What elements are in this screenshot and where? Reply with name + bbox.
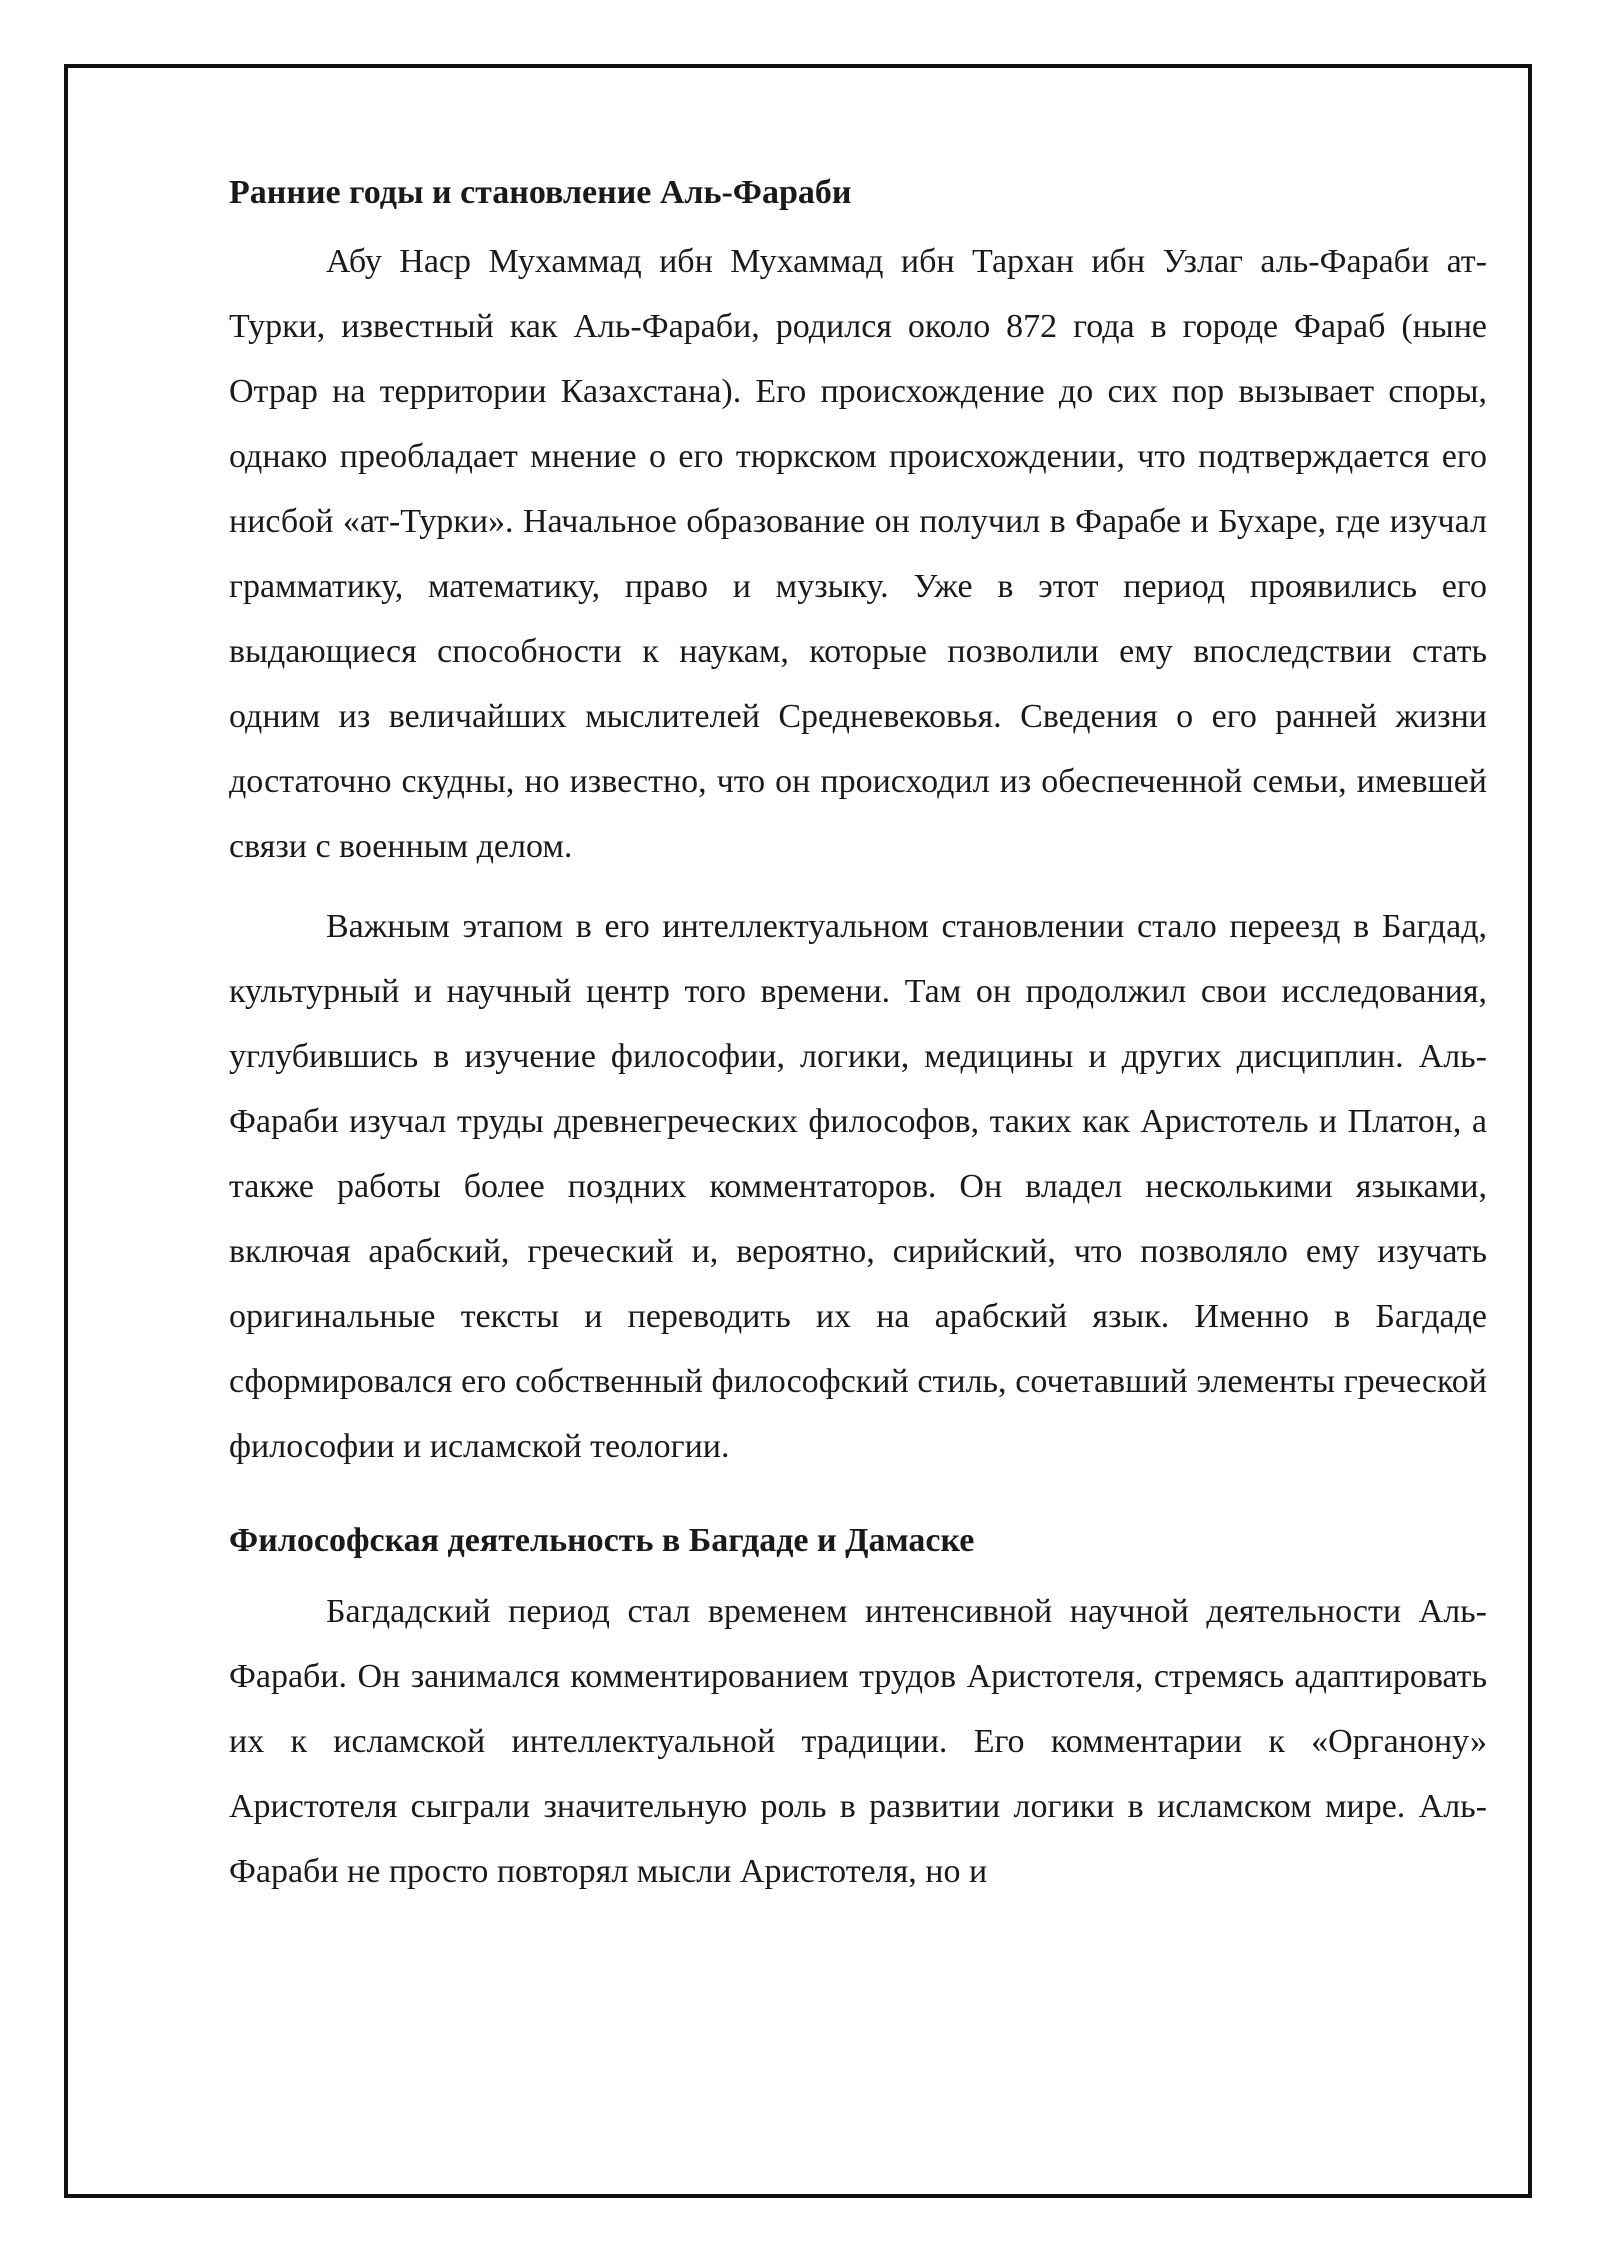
paragraph-early-life: Абу Наср Мухаммад ибн Мухаммад ибн Тархан ибн Узлаг аль-Фараби ат-Турки, известный как Аль-Фараби, родился около 872 года в городе Фараб (ныне Отрар на территории Казахстана). Его происхождение до сих пор вызывает споры, однако преобладает мнение о его тюркском происхождении, что подтверждается его нисбой «ат-Турки». Начальное образование он получил в Фарабе и Бухаре, где изучал грамматику, математику, право и музыку. Уже в этот период проявились его выдающиеся способности к наукам, которые позволили ему впоследствии стать одним из величайших мыслителей Средневековья. Сведения о его ранней жизни достаточно скудны, но известно, что он происходил из обеспеченной семьи, имевшей связи с военным делом. xyxy=(229,243,1487,865)
paragraph-baghdad-period: Багдадский период стал временем интенсивной научной деятельности Аль-Фараби. Он занимался комментированием трудов Аристотеля, стремясь адаптировать их к исламской интеллектуальной традиции. Его комментарии к «Органону» Аристотеля сыграли значительную роль в развитии логики в исламском мире. Аль-Фараби не просто повторял мысли Аристотеля, но и xyxy=(229,1593,1487,1890)
paragraph-baghdad-move: Важным этапом в его интеллектуальном становлении стало переезд в Багдад, культурный и научный центр того времени. Там он продолжил свои исследования, углубившись в изучение философии, логики, медицины и других дисциплин. Аль-Фараби изучал труды древнегреческих философов, таких как Аристотель и Платон, а также работы более поздних комментаторов. Он владел несколькими языками, включая арабский, греческий и, вероятно, сирийский, что позволяло ему изучать оригинальные тексты и переводить их на арабский язык. Именно в Багдаде сформировался его собственный философский стиль, сочетавший элементы греческой философии и исламской теологии. xyxy=(229,908,1487,1465)
section-heading-early-years: Ранние годы и становление Аль-Фараби xyxy=(229,174,852,211)
section-heading-philosophical-activity: Философская деятельность в Багдаде и Дамаске xyxy=(229,1522,975,1559)
document-body xyxy=(229,171,1487,1904)
